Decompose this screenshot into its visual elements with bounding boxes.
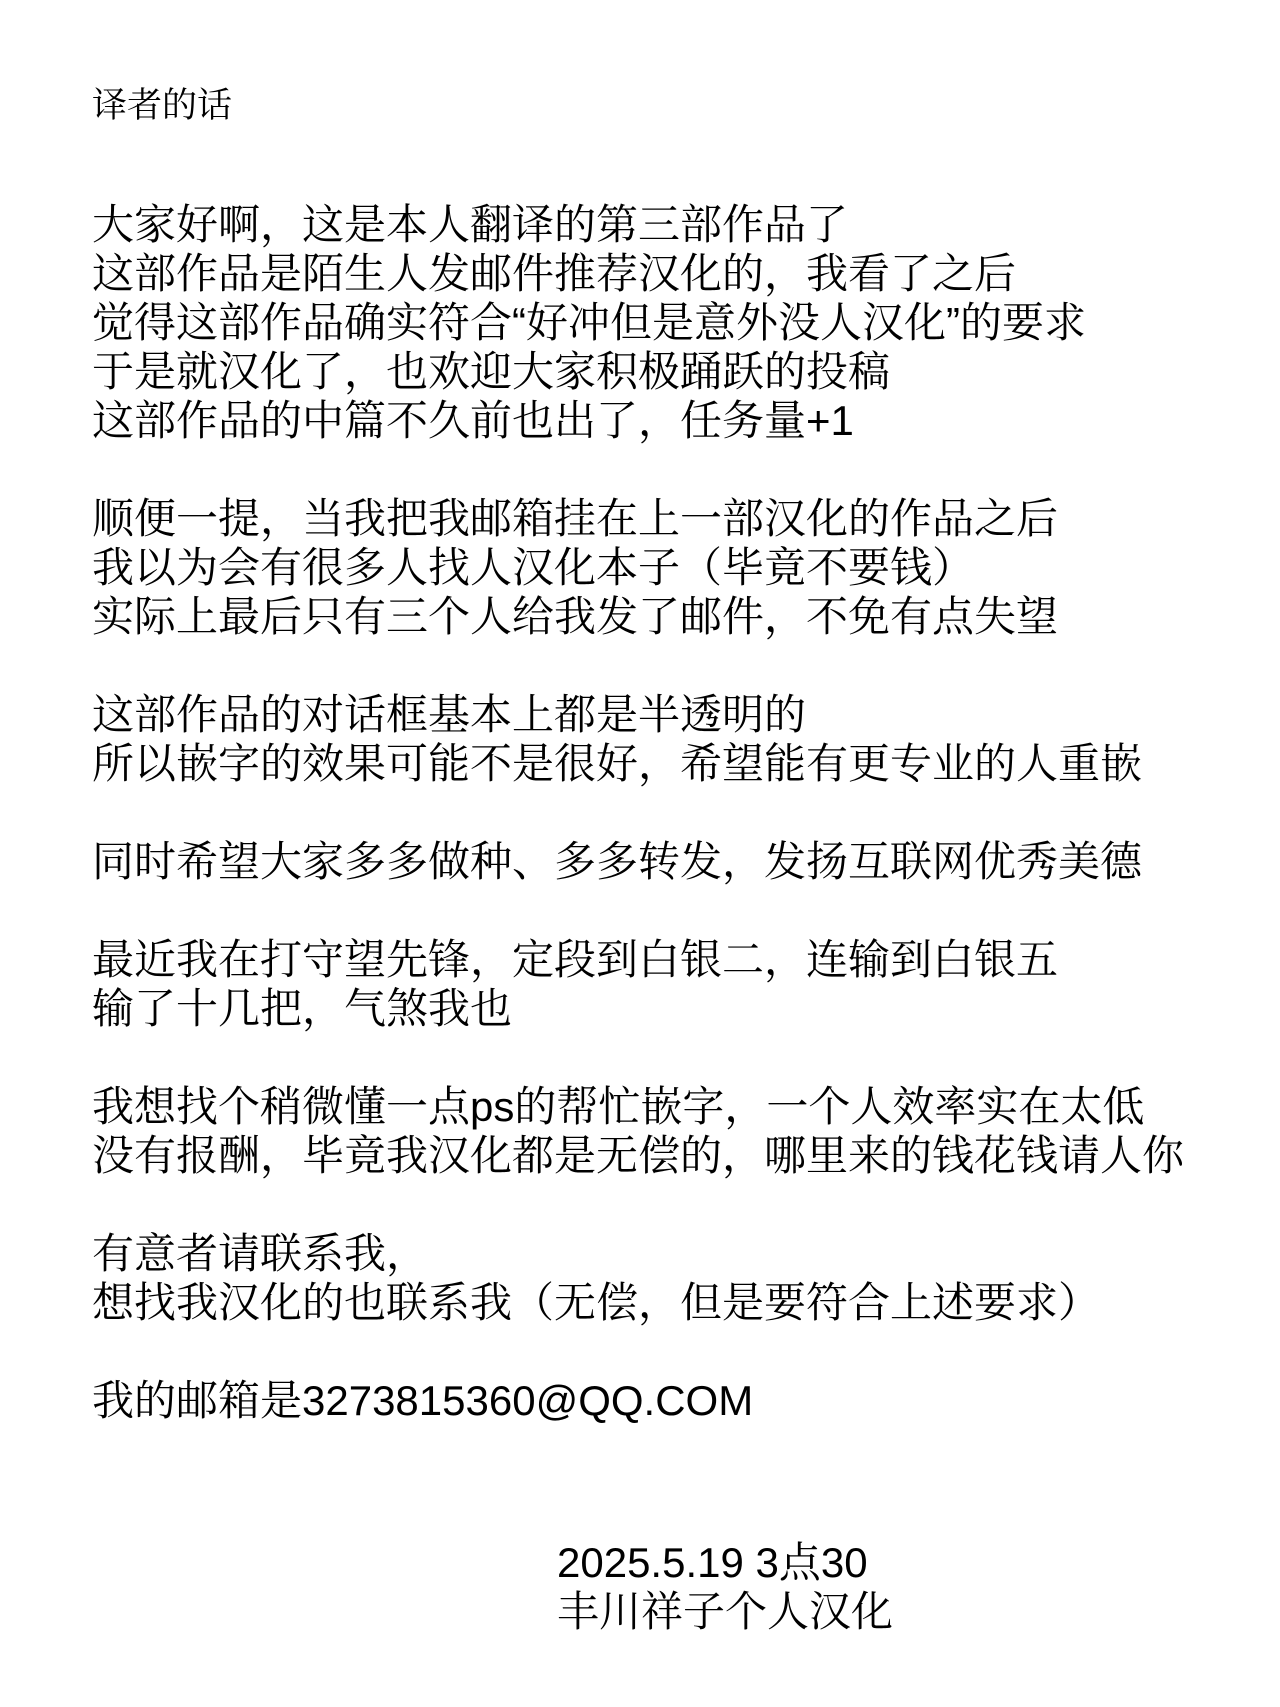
text-line: 这部作品是陌生人发邮件推荐汉化的，我看了之后: [92, 250, 1017, 297]
signoff-block: [557, 1538, 1250, 1636]
text-line: 最近我在打守望先锋，定段到白银二，连输到白银五: [92, 936, 1059, 983]
paragraph-help-wanted: [92, 1082, 1250, 1180]
text-line: 没有报酬，毕竟我汉化都是无偿的，哪里来的钱花钱请人你: [92, 1132, 1185, 1179]
text-line: 同时希望大家多多做种、多多转发，发扬互联网优秀美德: [92, 838, 1143, 885]
text-line: 顺便一提，当我把我邮箱挂在上一部汉化的作品之后: [92, 495, 1059, 542]
text-line: 这部作品的中篇不久前也出了，任务量+1: [92, 397, 854, 444]
paragraph-seeding: [92, 837, 1250, 886]
paragraph-mailbox-story: [92, 494, 1250, 641]
text-line: 输了十几把，气煞我也: [92, 985, 513, 1032]
text-line: 有意者请联系我，: [92, 1230, 429, 1277]
paragraph-overwatch: [92, 935, 1250, 1033]
text-line: 我以为会有很多人找人汉化本子（毕竟不要钱）: [92, 544, 975, 591]
text-line: 大家好啊，这是本人翻译的第三部作品了: [92, 201, 849, 248]
paragraph-contact: [92, 1229, 1250, 1327]
paragraph-intro: [92, 200, 1250, 445]
text-line: 我想找个稍微懂一点ps的帮忙嵌字，一个人效率实在太低: [92, 1083, 1145, 1130]
paragraph-typesetting: [92, 690, 1250, 788]
email-address-line: 我的邮箱是3273815360@QQ.COM: [92, 1377, 754, 1424]
text-line: 想找我汉化的也联系我（无偿，但是要符合上述要求）: [92, 1279, 1101, 1326]
paragraph-email: [92, 1376, 1250, 1425]
text-line: 所以嵌字的效果可能不是很好，希望能有更专业的人重嵌: [92, 740, 1143, 787]
signoff-credit: 丰川祥子个人汉化: [557, 1588, 894, 1635]
signoff-date: 2025.5.19 3点30: [557, 1539, 868, 1586]
page-title: 译者的话: [92, 86, 233, 125]
text-line: 觉得这部作品确实符合“好冲但是意外没人汉化”的要求: [92, 299, 1086, 346]
text-line: 于是就汉化了，也欢迎大家积极踊跃的投稿: [92, 348, 891, 395]
text-line: 实际上最后只有三个人给我发了邮件，不免有点失望: [92, 593, 1059, 640]
text-line: 这部作品的对话框基本上都是半透明的: [92, 691, 807, 738]
